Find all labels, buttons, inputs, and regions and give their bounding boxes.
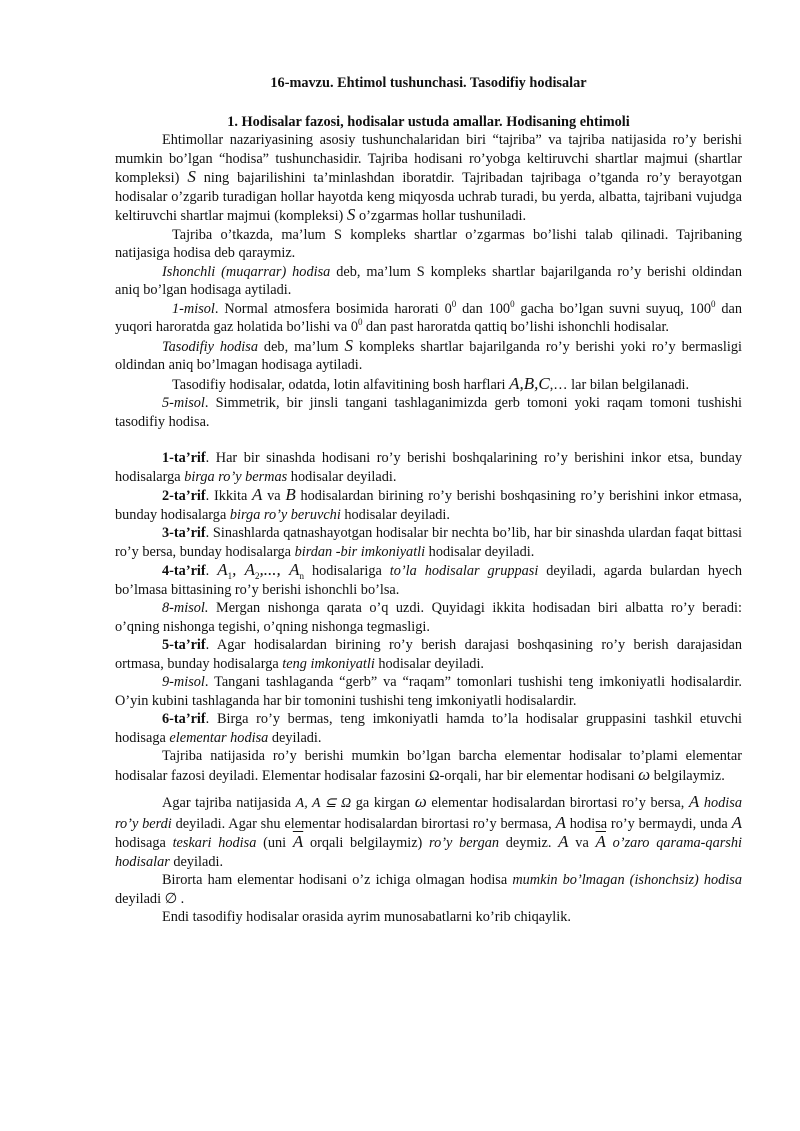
paragraph-closing: Endi tasodifiy hodisalar orasida ayrim munosabatlarni ko’rib chiqaylik. (162, 909, 571, 925)
document-title: 16-mavzu. Ehtimol tushunchasi. Tasodifiy hodisalar (270, 75, 587, 91)
paragraph-impossible-event: Birorta ham elementar hodisani o’z ichiga olmagan hodisa mumkin bo’lmagan (ishonchsiz) hodisa deyiladi ∅ . (115, 872, 742, 907)
paragraph-notation: Tasodifiy hodisalar, odatda, lotin alfavitining bosh harflari A,B,C,… lar bilan belgilanadi. (172, 373, 690, 393)
example-1: 1-misol. Normal atmosfera bosimida harorati $0^0$ dan $100^0$ gacha bo’lgan suvni suyuq, $100^0$ dan yuqori haroratda gaz holatida bo’lishi va $0^0$ dan past haroratda qattiq bo’lishi ishonchli hodisalar. (115, 298, 742, 335)
definition-3: 3-ta’rif. Sinashlarda qatnashayotgan hodisalar bir nechta bo’lib, har bir sinashda ulardan faqat bittasi ro’y bersa, bunday hodisalarga birdan -bir imkoniyatli hodisalar deyiladi. (115, 525, 742, 560)
paragraph-event-space: Tajriba natijasida ro’y berishi mumkin bo’lgan barcha elementar hodisalar to’plami elementar hodisalar fazosi deyiladi. Elementar hodisalar fazosini Ω-orqali, har bir elementar hodisani ω belgilaymiz. (115, 748, 742, 784)
paragraph-opposite-events: Agar tajriba natijasida A, A ⊆ Ω ga kirgan ω elementar hodisalardan birortasi ro’y bersa, A hodisa ro’y berdi deyiladi. Agar shu elementar hodisalardan birortasi ro’y bermasa, A hodisa ro’y bermaydi, unda A hodisaga teskari hodisa (uni $\overline{A}$ orqali belgilaymiz) ro’y bergan deymiz. A va $\overline{A}$ o’zaro qarama-qarshi hodisalar deyiladi. (115, 792, 742, 870)
example-8: 8-misol. Mergan nishonga qarata o’q uzdi. Quyidagi ikkita hodisadan biri albatta ro’y beradi: o’qning nishonga tegishi, o’qning nishonga tegmasligi. (115, 600, 742, 635)
document-page (115, 74, 742, 927)
section-heading: 1. Hodisalar fazosi, hodisalar ustuda amallar. Hodisaning ehtimoli (227, 113, 630, 130)
paragraph-experiment: Tajriba o’tkazda, ma’lum S kompleks shartlar o’zgarmas bo’lishi talab qilinadi. Tajribaning natijasiga hodisa deb qaraymiz. (115, 226, 742, 261)
definition-1: 1-ta’rif. Har bir sinashda hodisani ro’y berishi boshqalarining ro’y berishini inkor etsa, bunday hodisalarga birga ro’y bermas hodisalar deyiladi. (115, 450, 742, 485)
definition-5: 5-ta’rif. Agar hodisalardan birining ro’y berish darajasi boshqasining ro’y berish darajasidan ortmasa, bunday hodisalarga teng imkoniyatli hodisalar deyiladi. (115, 637, 742, 672)
example-5: 5-misol. Simmetrik, bir jinsli tangani tashlaganimizda gerb tomoni yoki raqam tomoni tushishi tasodifiy hodisa. (115, 395, 742, 430)
paragraph-certain-event: Ishonchli (muqarrar) hodisa deb, ma’lum S kompleks shartlar bajarilganda ro’y berishi oldindan aniq bo’lgan hodisaga aytiladi. (115, 263, 743, 298)
paragraph-random-event: Tasodifiy hodisa deb, ma’lum S kompleks shartlar bajarilganda ro’y berishi yoki ro’y bermasligi oldindan aniq bo’lmagan hodisaga aytiladi. (115, 335, 742, 373)
paragraph-intro: Ehtimollar nazariyasining asosiy tushunchalaridan biri “tajriba” va tajriba natijasida ro’y berishi mumkin bo’lgan “hodisa” tushunchasidir. Tajriba hodisani ro’yobga keltiruvchi shartlar majmui (shartlar kompleksi) S ning bajarilishini ta’minlashdan iboratdir. Tajribadan tajribaga o’tganda ro’y berayotgan hodisalar o’zgarib turadigan hollar hayotda keng miqyosda uchrab turadi, bu yerda, albatta, tajribani vujudga keltiruvchi shartlar majmui (kompleksi) S o’zgarmas hollar tushuniladi. (115, 132, 742, 224)
definition-4: 4-ta’rif. $A_1$, $A_2$,..., $A_n$ hodisalariga to’la hodisalar gruppasi deyiladi, agarda bulardan hyech bo’lmasa bittasining ro’y berishi ishonchli bo’lsa. (115, 560, 742, 598)
definition-2: 2-ta’rif. Ikkita A va B hodisalardan birining ro’y berishi boshqasining ro’y berishini inkor etmasa, bunday hodisalarga birga ro’y beruvchi hodisalar deyiladi. (115, 485, 742, 523)
example-9: 9-misol. Tangani tashlaganda “gerb” va “raqam” tomonlari tushishi teng imkoniyatli hodisalardir. O’yin kubini tashlaganda har bir tomonini tushishi teng imkoniyatli hodisalardir. (115, 674, 742, 709)
definition-6: 6-ta’rif. Birga ro’y bermas, teng imkoniyatli hamda to’la hodisalar gruppasini tashkil etuvchi hodisaga elementar hodisa deyiladi. (115, 711, 742, 746)
